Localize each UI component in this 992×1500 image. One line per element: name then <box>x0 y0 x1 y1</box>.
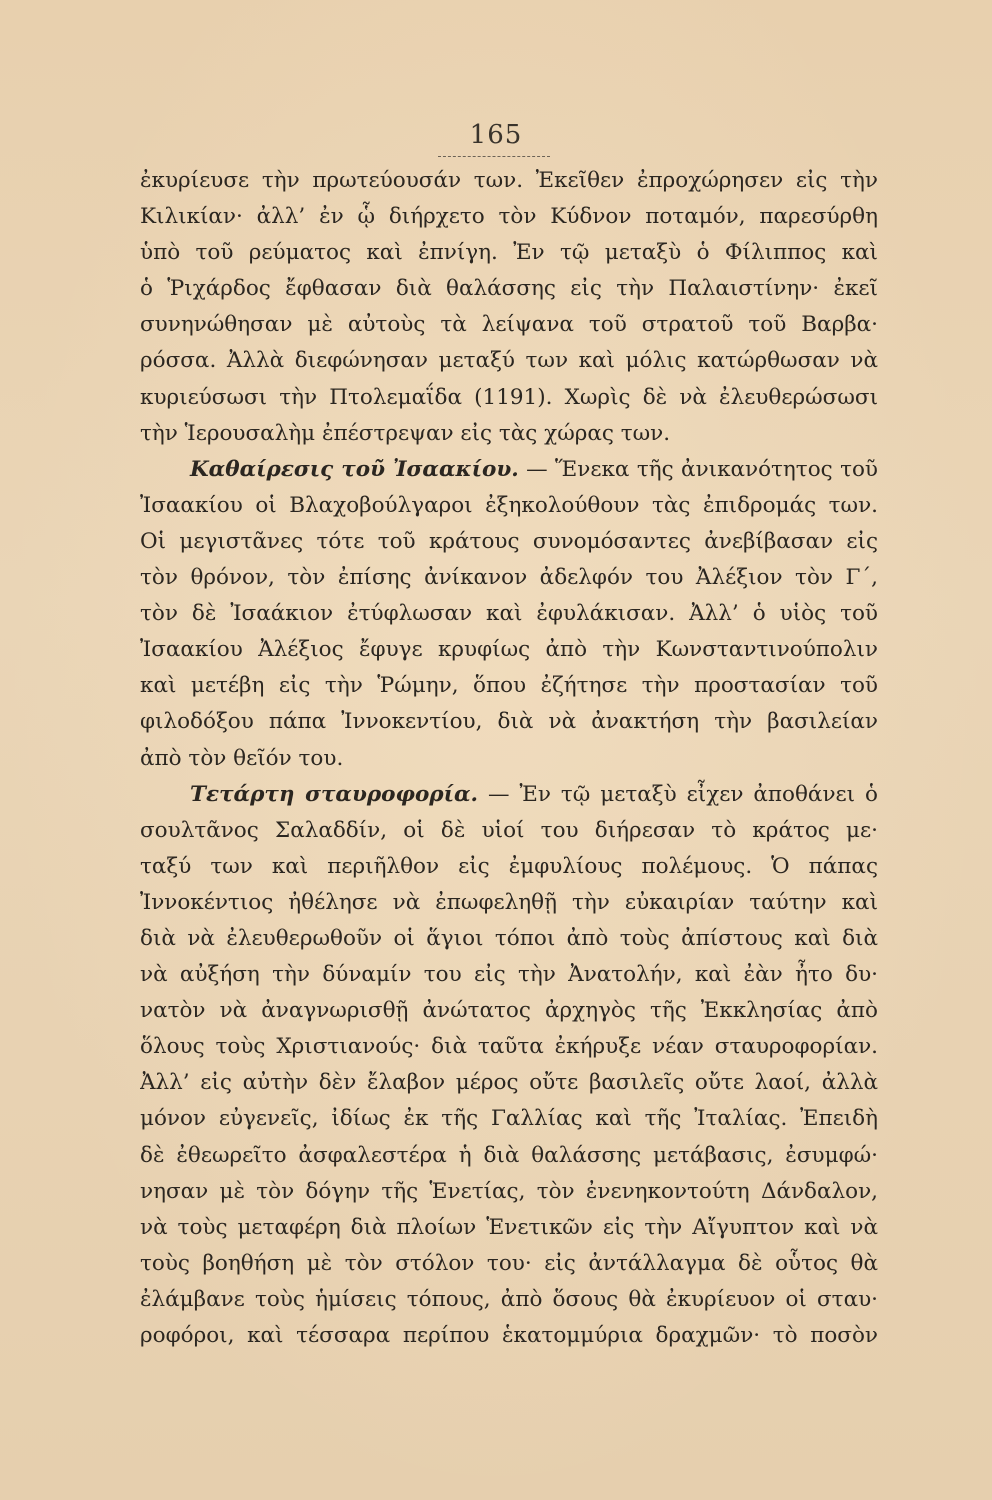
text-line <box>140 1282 878 1318</box>
text-line <box>140 741 878 777</box>
line-text: ἐλάμβανε τοὺς ἡμίσεις τόπους, ἀπὸ ὅσους θὰ ἐκυρίευον οἱ σταυ· <box>140 1286 878 1312</box>
text-line <box>140 885 878 921</box>
text-line <box>140 271 878 307</box>
line-text: Ἰσαακίου οἱ Βλαχοβούλγαροι ἐξηκολούθουν τὰς ἐπιδρομάς των. <box>140 492 878 518</box>
text-line <box>140 1210 878 1246</box>
text-line <box>140 921 878 957</box>
text-line <box>140 1174 878 1210</box>
text-line <box>140 1246 878 1282</box>
line-text: μόνον εὐγενεῖς, ἰδίως ἐκ τῆς Γαλλίας καὶ τῆς Ἰταλίας. Ἐπειδὴ <box>140 1106 878 1132</box>
text-line <box>140 849 878 885</box>
line-text: τὸν θρόνον, τὸν ἐπίσης ἀνίκανον ἀδελφόν του Ἀλέξιον τὸν Γ΄, <box>140 565 878 591</box>
line-text: κυριεύσωσι τὴν Πτολεμαΐδα (1191). Χωρὶς δὲ νὰ ἐλευθερώσωσι <box>140 384 878 410</box>
line-text: ὅλους τοὺς Χριστιανούς· διὰ ταῦτα ἐκήρυξε νέαν σταυροφορίαν. <box>140 1034 878 1060</box>
line-text: διὰ νὰ ἐλευθερωθοῦν οἱ ἅγιοι τόποι ἀπὸ τοὺς ἀπίστους καὶ διὰ <box>140 925 878 951</box>
line-text: Οἱ μεγιστᾶνες τότε τοῦ κράτους συνομόσαντες ἀνεβίβασαν εἰς <box>140 528 878 554</box>
section-heading: Καθαίρεσις τοῦ Ἰσαακίου. <box>190 456 519 482</box>
text-line <box>140 452 878 488</box>
text-line <box>140 813 878 849</box>
line-text: Ἀλλ’ εἰς αὐτὴν δὲν ἔλαβον μέρος οὔτε βασιλεῖς οὔτε λαοί, ἀλλὰ <box>140 1070 878 1096</box>
line-text: καὶ μετέβη εἰς τὴν Ῥώμην, ὅπου ἐζήτησε τὴν προστασίαν τοῦ <box>140 673 878 699</box>
line-text: ρόσσα. Ἀλλὰ διεφώνησαν μεταξύ των καὶ μόλις κατώρθωσαν νὰ <box>140 348 878 374</box>
text-line <box>140 993 878 1029</box>
text-line <box>140 596 878 632</box>
text-line <box>140 1318 878 1354</box>
text-line <box>140 1101 878 1137</box>
line-text: φιλοδόξου πάπα Ἰννοκεντίου, διὰ νὰ ἀνακτήση τὴν βασιλείαν <box>140 709 878 735</box>
line-text: συνηνώθησαν μὲ αὐτοὺς τὰ λείψανα τοῦ στρατοῦ τοῦ Βαρβα· <box>140 312 878 338</box>
text-line <box>140 1138 878 1174</box>
text-line <box>140 632 878 668</box>
text-line <box>140 524 878 560</box>
line-text: νὰ τοὺς μεταφέρη διὰ πλοίων Ἑνετικῶν εἰς τὴν Αἴγυπτον καὶ νὰ <box>140 1214 878 1240</box>
text-line <box>140 199 878 235</box>
line-text: — Ἐν τῷ μεταξὺ εἶχεν ἀποθάνει ὁ <box>488 781 878 807</box>
page-number: 165 <box>469 120 523 150</box>
line-text: Ἰννοκέντιος ἠθέλησε νὰ ἐπωφεληθῇ τὴν εὐκαιρίαν ταύτην καὶ <box>140 889 878 915</box>
line-text: ὁ Ῥιχάρδος ἔφθασαν διὰ θαλάσσης εἰς τὴν Παλαιστίνην· ἐκεῖ <box>140 276 878 302</box>
page-number-rule <box>438 156 550 157</box>
line-text: — Ἕνεκα τῆς ἀνικανότητος τοῦ <box>526 456 878 482</box>
line-text: ροφόροι, καὶ τέσσαρα περίπου ἑκατομμύρια δραχμῶν· τὸ ποσὸν <box>140 1323 878 1348</box>
line-text: νησαν μὲ τὸν δόγην τῆς Ἑνετίας, τὸν ἐνενηκοντούτη Δάνδαλον, <box>140 1178 878 1204</box>
body-text <box>140 163 878 1354</box>
line-text: ἐκυρίευσε τὴν πρωτεύουσάν των. Ἐκεῖθεν ἐπροχώρησεν εἰς τὴν <box>140 168 878 193</box>
line-text: νατὸν νὰ ἀναγνωρισθῇ ἀνώτατος ἀρχηγὸς τῆς Ἐκκλησίας ἀπὸ <box>140 998 878 1024</box>
text-line <box>140 380 878 416</box>
text-line <box>140 560 878 596</box>
text-line <box>140 777 878 813</box>
line-text: τὴν Ἱερουσαλὴμ ἐπέστρεψαν εἰς τὰς χώρας των. <box>140 420 671 446</box>
line-text: ταξύ των καὶ περιῆλθον εἰς ἐμφυλίους πολέμους. Ὁ πάπας <box>140 853 878 879</box>
text-line <box>140 1029 878 1065</box>
line-text: τοὺς βοηθήση μὲ τὸν στόλον του· εἰς ἀντάλλαγμα δὲ οὗτος θὰ <box>140 1250 878 1276</box>
text-line <box>140 488 878 524</box>
line-text: σουλτᾶνος Σαλαδδίν, οἱ δὲ υἱοί του διήρεσαν τὸ κράτος με· <box>140 817 878 843</box>
section-heading: Τετάρτη σταυροφορία. <box>190 781 479 807</box>
text-line <box>140 163 878 199</box>
line-text: τὸν δὲ Ἰσαάκιον ἐτύφλωσαν καὶ ἐφυλάκισαν. Ἀλλ’ ὁ υἱὸς τοῦ <box>140 601 878 627</box>
line-text: ὑπὸ τοῦ ρεύματος καὶ ἐπνίγη. Ἐν τῷ μεταξὺ ὁ Φίλιππος καὶ <box>140 240 878 266</box>
text-line <box>140 704 878 740</box>
text-line <box>140 235 878 271</box>
line-text: Ἰσαακίου Ἀλέξιος ἔφυγε κρυφίως ἀπὸ τὴν Κωνσταντινούπολιν <box>140 637 878 663</box>
line-text: νὰ αὐξήση τὴν δύναμίν του εἰς τὴν Ἀνατολήν, καὶ ἐὰν ἦτο δυ· <box>140 962 878 988</box>
text-line <box>140 1065 878 1101</box>
text-line <box>140 957 878 993</box>
text-line <box>140 343 878 379</box>
line-text: Κιλικίαν· ἀλλ’ ἐν ᾧ διήρχετο τὸν Κύδνον ποταμόν, παρεσύρθη <box>140 204 878 230</box>
line-text: δὲ ἐθεωρεῖτο ἀσφαλεστέρα ἡ διὰ θαλάσσης μετάβασις, ἐσυμφώ· <box>140 1142 878 1168</box>
text-line <box>140 307 878 343</box>
text-line <box>140 416 878 452</box>
text-line <box>140 668 878 704</box>
line-text: ἀπὸ τὸν θεῖόν του. <box>140 745 344 771</box>
